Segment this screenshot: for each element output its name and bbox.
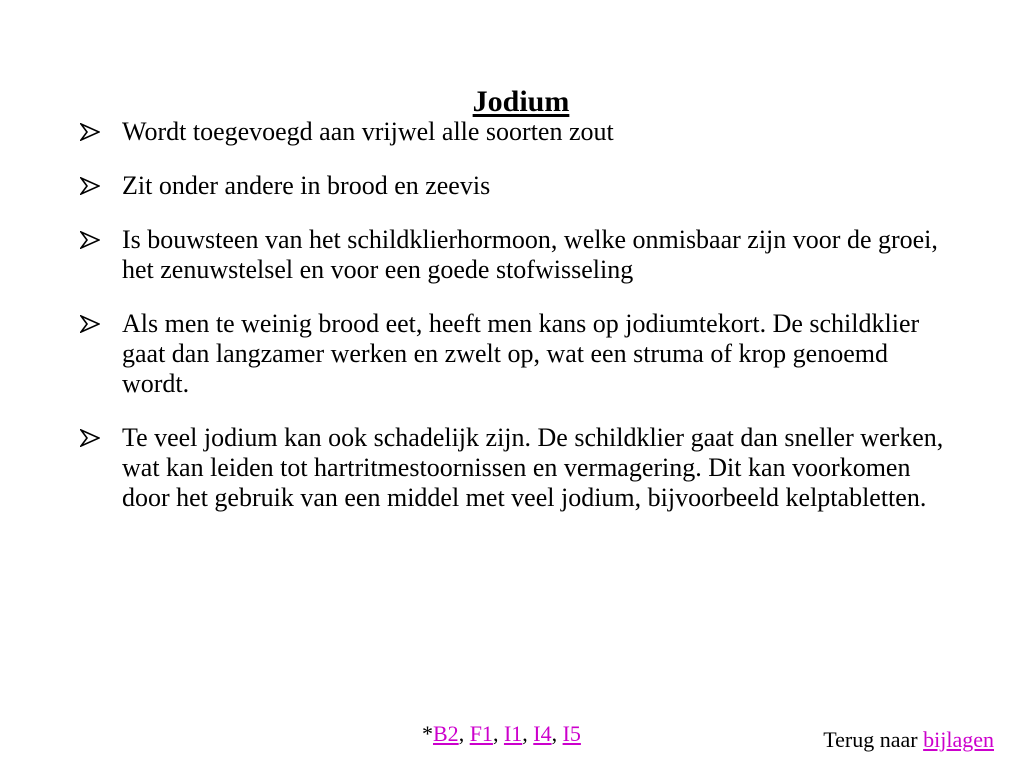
link-i1[interactable]: I1: [503, 721, 523, 746]
list-item: [80, 309, 960, 399]
bullet-text: Is bouwsteen van het schildklierhormoon, welke onmisbaar zijn voor de groei, het zenuwstelsel en voor een goede stofwisseling: [122, 225, 938, 284]
arrowhead-bullet-icon: [80, 423, 104, 453]
bullet-text: Wordt toegevoegd aan vrijwel alle soorten zout: [122, 117, 614, 146]
link-b2[interactable]: B2: [433, 721, 459, 746]
list-item: [80, 171, 960, 201]
list-item: [80, 423, 960, 513]
arrowhead-bullet-icon: [80, 171, 104, 201]
arrowhead-bullet-icon: [80, 225, 104, 255]
list-item: [80, 117, 960, 147]
list-item: [80, 225, 960, 285]
link-separator: ,: [492, 721, 504, 746]
link-separator: ,: [522, 721, 534, 746]
footer-prefix: *: [422, 721, 433, 746]
link-f1[interactable]: F1: [469, 721, 493, 746]
bullet-text: Te veel jodium kan ook schadelijk zijn. De schildklier gaat dan sneller werken, wat kan leiden tot hartritmestoornissen en vermagering. Dit kan voorkomen door het gebruik van een middel met veel jodium, bijvoorbeeld kelptabletten.: [122, 423, 944, 512]
arrowhead-bullet-icon: [80, 117, 104, 147]
bullet-text: Zit onder andere in brood en zeevis: [122, 171, 491, 200]
link-separator: ,: [458, 721, 470, 746]
back-navigation: [823, 726, 994, 754]
slide-title: Jodium: [472, 85, 570, 119]
bullet-list: [80, 117, 960, 537]
arrowhead-bullet-icon: [80, 309, 104, 339]
footer-links: [422, 720, 581, 748]
link-separator: ,: [551, 721, 563, 746]
link-i4[interactable]: I4: [533, 721, 552, 746]
back-link-bijlagen[interactable]: bijlagen: [923, 727, 994, 752]
bullet-text: Als men te weinig brood eet, heeft men kans op jodiumtekort. De schildklier gaat dan langzamer werken en zwelt op, wat een struma of krop genoemd wordt.: [122, 309, 920, 398]
back-text: Terug naar: [823, 727, 924, 752]
link-i5[interactable]: I5: [562, 721, 581, 746]
